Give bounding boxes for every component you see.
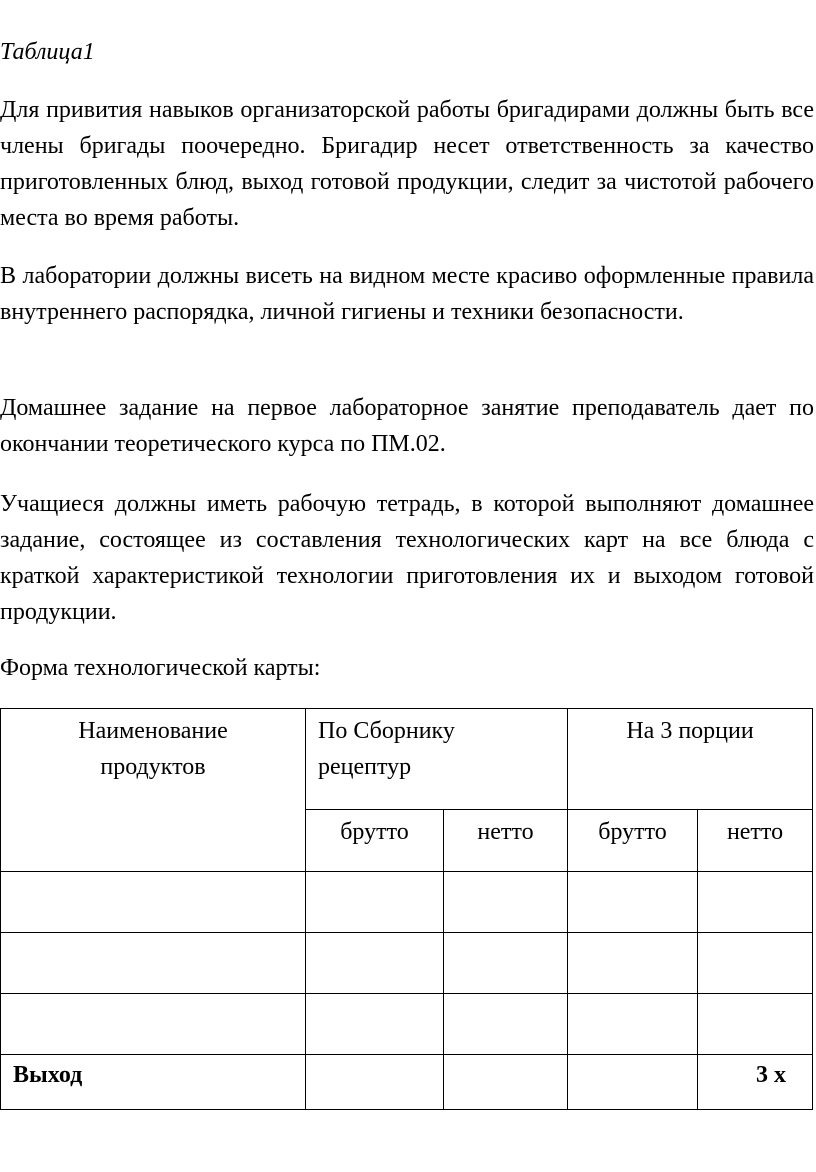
- header-brutto-sbornik: брутто: [306, 809, 444, 871]
- table-header-row: [1, 709, 813, 810]
- table-cell[interactable]: [306, 1055, 444, 1110]
- table-cell[interactable]: [568, 872, 698, 933]
- table-cell[interactable]: [444, 994, 568, 1055]
- table-cell[interactable]: [698, 994, 813, 1055]
- paragraph-workbook: Учащиеся должны иметь рабочую тетрадь, в которой выполняют домашнее задание, состоящее из составления технологических карт на все блюда с краткой характеристикой технологии приготовления их и выходом готовой продукции.: [0, 491, 814, 625]
- header-name-line1: Наименование: [78, 718, 228, 744]
- header-three-portions: На 3 порции: [568, 709, 813, 810]
- paragraph-form-title: Форма технологической карты:: [0, 655, 321, 681]
- table-cell[interactable]: [306, 872, 444, 933]
- paragraph-lab-rules: В лаборатории должны висеть на видном месте красиво оформленные правила внутреннего распорядка, личной гигиены и техники безопасности.: [0, 263, 814, 325]
- table-cell[interactable]: [1, 994, 306, 1055]
- paragraph-brigade: Для привития навыков организаторской работы бригадирами должны быть все члены бригады поочередно. Бригадир несет ответственность за качество приготовленных блюд, выход готовой продукции, следит за чистотой рабочего места во время работы.: [0, 97, 814, 231]
- header-sbornik-line2: рецептур: [318, 754, 412, 780]
- table-row: [1, 872, 813, 933]
- table-cell[interactable]: [698, 872, 813, 933]
- table-cell[interactable]: [444, 933, 568, 994]
- footer-output-value: 3 х: [698, 1055, 813, 1110]
- table-cell[interactable]: [306, 994, 444, 1055]
- table-cell[interactable]: [1, 933, 306, 994]
- table-footer-row: [1, 1055, 813, 1110]
- header-brutto-portions: брутто: [568, 809, 698, 871]
- header-name-line2: продуктов: [100, 754, 206, 780]
- header-product-name: [1, 709, 306, 872]
- table-cell[interactable]: [1, 872, 306, 933]
- table-cell[interactable]: [568, 1055, 698, 1110]
- table-row: [1, 994, 813, 1055]
- table-caption: Таблица1: [0, 39, 95, 65]
- table-cell[interactable]: [568, 933, 698, 994]
- footer-output-label: Выход: [1, 1055, 306, 1110]
- table-cell[interactable]: [698, 933, 813, 994]
- paragraph-homework: Домашнее задание на первое лабораторное занятие преподаватель дает по окончании теоретического курса по ПМ.02.: [0, 395, 814, 457]
- table-cell[interactable]: [444, 872, 568, 933]
- table-cell[interactable]: [444, 1055, 568, 1110]
- header-sbornik-line1: По Сборнику: [318, 718, 455, 744]
- header-netto-sbornik: нетто: [444, 809, 568, 871]
- table-cell[interactable]: [568, 994, 698, 1055]
- header-sbornik: [306, 709, 568, 810]
- tech-card-table: [0, 708, 813, 1110]
- header-netto-portions: нетто: [698, 809, 813, 871]
- table-row: [1, 933, 813, 994]
- table-cell[interactable]: [306, 933, 444, 994]
